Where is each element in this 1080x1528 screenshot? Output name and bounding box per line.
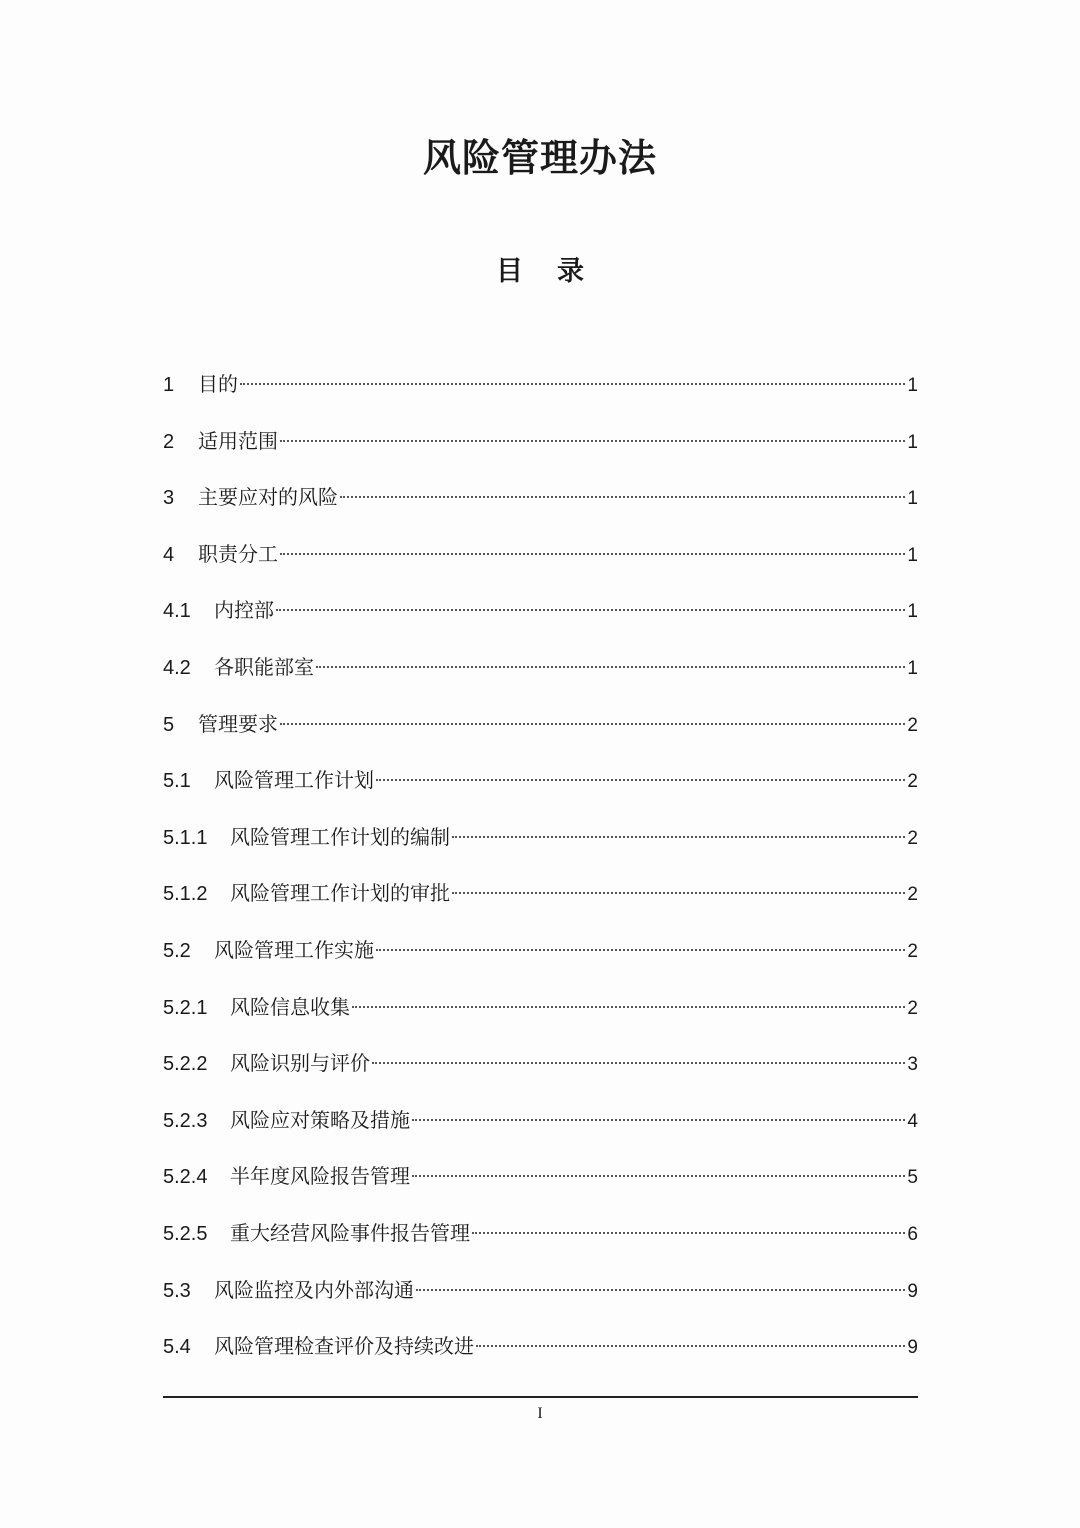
toc-entry-number: 5.1.2 (163, 883, 208, 906)
toc-entry-number: 3 (163, 487, 175, 510)
toc-entry-number: 5.2.3 (163, 1109, 208, 1132)
toc-entry[interactable] (163, 932, 918, 989)
toc-entry[interactable] (163, 423, 918, 480)
toc-leader-dots (276, 609, 905, 611)
toc-entry-title: 风险监控及内外部沟通 (214, 1277, 414, 1302)
table-of-contents (163, 366, 918, 1385)
toc-entry-number: 1 (163, 374, 175, 396)
toc-entry[interactable] (163, 1328, 918, 1385)
toc-entry-title: 风险管理工作实施 (214, 937, 374, 962)
toc-entry-page: 2 (907, 827, 918, 849)
toc-entry-number: 5.2.1 (163, 996, 208, 1019)
toc-leader-dots (376, 779, 905, 781)
toc-entry[interactable] (163, 875, 918, 932)
toc-entry-number: 5.2 (163, 939, 191, 962)
toc-leader-dots (352, 1006, 905, 1008)
toc-entry-title: 风险管理工作计划的审批 (230, 881, 450, 906)
toc-entry-page: 1 (907, 488, 918, 510)
toc-leader-dots (476, 1345, 905, 1347)
toc-entry-title: 适用范围 (198, 428, 278, 453)
toc-entry-page: 1 (907, 431, 918, 453)
toc-entry-number: 4.2 (163, 656, 191, 679)
toc-entry[interactable] (163, 706, 918, 763)
toc-entry-title: 风险管理工作计划 (214, 768, 374, 793)
toc-entry-page: 2 (907, 940, 918, 962)
toc-entry-title: 内控部 (214, 598, 274, 623)
toc-leader-dots (280, 440, 905, 442)
toc-heading (0, 252, 1080, 292)
toc-leader-dots (372, 1062, 905, 1064)
toc-entry[interactable] (163, 479, 918, 536)
toc-leader-dots (452, 892, 905, 894)
document-title: 风险管理办法 (422, 136, 657, 180)
toc-entry[interactable] (163, 1102, 918, 1159)
toc-entry-page: 2 (907, 771, 918, 793)
toc-entry-title: 风险管理工作计划的编制 (230, 824, 450, 849)
toc-leader-dots (416, 1289, 905, 1291)
toc-heading-char-1: 目 (496, 256, 523, 287)
toc-entry-number: 5.2.4 (163, 1166, 208, 1189)
toc-entry[interactable] (163, 366, 918, 423)
toc-entry-number: 5.1.1 (163, 826, 208, 849)
toc-entry[interactable] (163, 989, 918, 1046)
toc-leader-dots (280, 723, 905, 725)
toc-entry-page: 9 (907, 1337, 918, 1359)
toc-leader-dots (472, 1232, 905, 1234)
toc-leader-dots (280, 553, 905, 555)
toc-entry-title: 风险识别与评价 (230, 1051, 370, 1076)
toc-leader-dots (412, 1119, 905, 1121)
toc-entry-title: 各职能部室 (214, 654, 314, 679)
toc-entry-title: 管理要求 (198, 711, 278, 736)
toc-entry-title: 主要应对的风险 (198, 485, 338, 510)
toc-leader-dots (412, 1175, 905, 1177)
toc-entry-page: 2 (907, 997, 918, 1019)
toc-entry-page: 1 (907, 544, 918, 566)
toc-entry[interactable] (163, 1158, 918, 1215)
toc-entry-title: 风险应对策略及措施 (230, 1107, 410, 1132)
toc-entry-number: 5.4 (163, 1336, 191, 1359)
footer-divider (163, 1396, 918, 1398)
toc-entry-number: 2 (163, 430, 175, 453)
toc-entry-page: 6 (907, 1223, 918, 1245)
toc-entry-page: 1 (907, 657, 918, 679)
toc-entry-title: 风险管理检查评价及持续改进 (214, 1334, 474, 1359)
toc-entry-number: 5 (163, 713, 175, 736)
toc-entry-number: 4 (163, 543, 175, 566)
toc-entry[interactable] (163, 592, 918, 649)
toc-leader-dots (240, 383, 905, 385)
toc-entry-page: 5 (907, 1167, 918, 1189)
toc-entry-title: 半年度风险报告管理 (230, 1164, 410, 1189)
toc-entry[interactable] (163, 1215, 918, 1272)
toc-entry-page: 2 (907, 714, 918, 736)
toc-entry-page: 4 (907, 1110, 918, 1132)
toc-entry[interactable] (163, 819, 918, 876)
toc-entry[interactable] (163, 1045, 918, 1102)
toc-entry[interactable] (163, 536, 918, 593)
toc-leader-dots (376, 949, 905, 951)
toc-entry[interactable] (163, 762, 918, 819)
toc-entry-title: 重大经营风险事件报告管理 (230, 1220, 470, 1245)
toc-leader-dots (316, 666, 905, 668)
page-number: I (537, 1405, 543, 1422)
toc-entry-number: 5.3 (163, 1279, 191, 1302)
toc-entry-number: 5.1 (163, 770, 191, 793)
toc-entry-page: 1 (907, 375, 918, 396)
toc-entry-page: 3 (907, 1054, 918, 1076)
toc-heading-char-2: 录 (557, 256, 584, 287)
toc-entry-number: 5.2.2 (163, 1053, 208, 1076)
toc-entry[interactable] (163, 1272, 918, 1329)
toc-entry-number: 5.2.5 (163, 1222, 208, 1245)
toc-entry-page: 2 (907, 884, 918, 906)
toc-entry-title: 目的 (198, 372, 238, 396)
toc-leader-dots (340, 496, 905, 498)
toc-entry-title: 风险信息收集 (230, 994, 350, 1019)
toc-entry-page: 1 (907, 601, 918, 623)
toc-entry-number: 4.1 (163, 600, 191, 623)
toc-entry-title: 职责分工 (198, 541, 278, 566)
toc-entry-page: 9 (907, 1280, 918, 1302)
toc-entry[interactable] (163, 649, 918, 706)
toc-leader-dots (452, 836, 905, 838)
